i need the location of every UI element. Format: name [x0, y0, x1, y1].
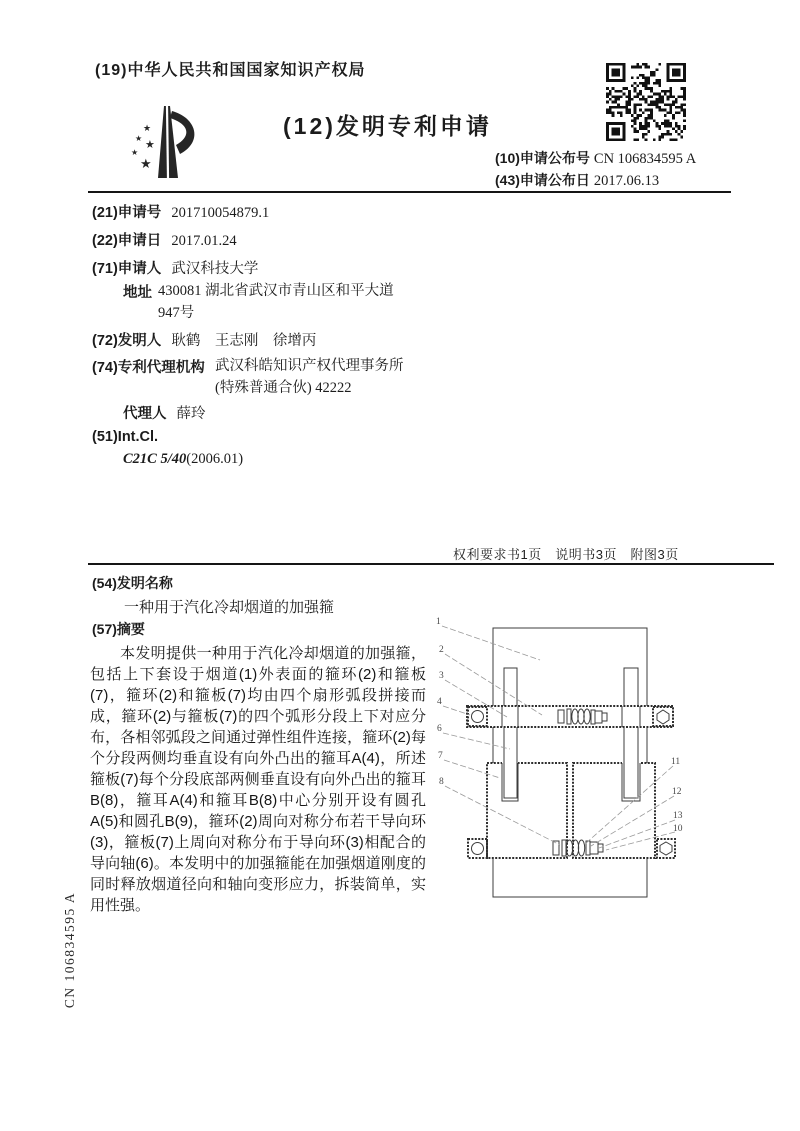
- header-divider: [88, 191, 731, 193]
- figure-label: 1: [436, 617, 441, 627]
- svg-text:★: ★: [145, 139, 155, 151]
- svg-text:★: ★: [131, 148, 139, 157]
- agent-label: 代理人: [123, 406, 167, 422]
- figure-label: 6: [437, 724, 442, 734]
- invention-title: 一种用于汽化冷却烟道的加强箍: [124, 599, 335, 616]
- address-label: 地址: [123, 285, 152, 301]
- guide-shaft-right: [624, 668, 638, 798]
- inventors-label: (72)发明人: [92, 333, 162, 349]
- application-date-label: (22)申请日: [92, 233, 162, 249]
- application-number-row: [92, 201, 269, 222]
- cnipa-logo-graphic: [123, 98, 211, 190]
- address-value: 430081 湖北省武汉市青山区和平大道947号: [158, 283, 394, 321]
- doc-type-title: (12)发明专利申请: [283, 113, 492, 139]
- lug-lower-left: [468, 839, 487, 858]
- patent-figure: [428, 606, 776, 929]
- address-row: [123, 281, 152, 302]
- intcl-value: [123, 451, 243, 468]
- pub-date-line: [495, 170, 659, 190]
- clamp-plate-left: [487, 763, 567, 858]
- inventors-row: [92, 329, 316, 350]
- application-date-row: [92, 229, 237, 250]
- figure-label: 12: [672, 787, 682, 797]
- inventors-value: 耿鹤 王志刚 徐增丙: [171, 333, 317, 349]
- intcl-label: (51)Int.Cl.: [92, 429, 159, 445]
- figure-drawing: [428, 606, 776, 924]
- figure-label: 8: [439, 777, 444, 787]
- figure-label: 10: [673, 824, 683, 834]
- agency-label: (74)专利代理机构: [92, 360, 205, 376]
- clamp-plate-right: [573, 763, 655, 858]
- pub-number-label: (10)申请公布号: [495, 150, 590, 166]
- intcl-class-code: C21C 5/40: [123, 451, 187, 467]
- abstract-text: 本发明提供一种用于汽化冷却烟道的加强箍，包括上下套设于烟道(1)外表面的箍环(2)和箍板(7)，箍环(2)和箍板(7)均由四个扇形弧段拼接而成，箍环(2)与箍板(7)的四个弧形分段上下对应分布，各相邻弧段之间通过弹性组件连接，箍环(2)每个分段两侧均垂直设有向外凸出的箍耳A(4)，所述箍板(7)每个分段底部两侧垂直设有向外凸出的箍耳B(8)，箍耳A(4)和箍耳B(8)中心分别开设有圆孔A(5)和圆孔B(9)，箍环(2)周向对称分布若干导向环(3)，箍板(7)上周向对称分布于导向环(3)相配合的导向轴(6)。本发明中的加强箍能在加强烟道刚度的同时释放烟道径向和轴向变形应力，拆装简单，实用性强。: [90, 645, 426, 914]
- applicant-row: [92, 257, 258, 278]
- figure-label: 13: [673, 811, 683, 821]
- applicant-value: 武汉科技大学: [171, 261, 259, 277]
- abstract-label: (57)摘要: [92, 621, 145, 637]
- agent-row: [123, 402, 206, 423]
- pub-date-label: (43)申请公布日: [495, 172, 590, 188]
- agency-value: 武汉科皓知识产权代理事务所(特殊普通合伙) 42222: [215, 358, 404, 396]
- figure-label: 3: [439, 671, 444, 681]
- figure-label: 2: [439, 645, 444, 655]
- applicant-label: (71)申请人: [92, 261, 162, 277]
- application-number-label: (21)申请号: [92, 205, 162, 221]
- application-date-value: 2017.01.24: [171, 233, 237, 249]
- agency-row: [92, 356, 205, 377]
- lug-lower-right: [657, 839, 675, 858]
- side-publication-number: CN 106834595 A: [62, 891, 77, 1009]
- svg-text:★: ★: [143, 123, 152, 133]
- office-title: (19)中华人民共和国国家知识产权局: [95, 62, 366, 79]
- agent-value: 薛玲: [176, 406, 206, 422]
- figure-label: 7: [438, 751, 443, 761]
- pub-date-value: 2017.06.13: [593, 173, 660, 189]
- invention-title-label: (54)发明名称: [92, 575, 173, 591]
- pub-number-value: CN 106834595 A: [593, 151, 697, 167]
- cnipa-logo-icon: [123, 98, 211, 195]
- pub-number-line: [495, 148, 696, 168]
- svg-text:★: ★: [135, 134, 143, 143]
- application-number-value: 201710054879.1: [171, 205, 270, 221]
- svg-text:★: ★: [140, 156, 152, 171]
- figure-label: 4: [437, 697, 442, 707]
- section-divider: [88, 563, 774, 565]
- guide-shaft-left: [504, 668, 517, 798]
- pages-info: 权利要求书1页 说明书3页 附图3页: [453, 547, 679, 562]
- qr-code-icon: [606, 63, 686, 146]
- intcl-version: (2006.01): [186, 451, 244, 467]
- intcl-row: [92, 429, 158, 445]
- figure-label: 11: [671, 757, 681, 767]
